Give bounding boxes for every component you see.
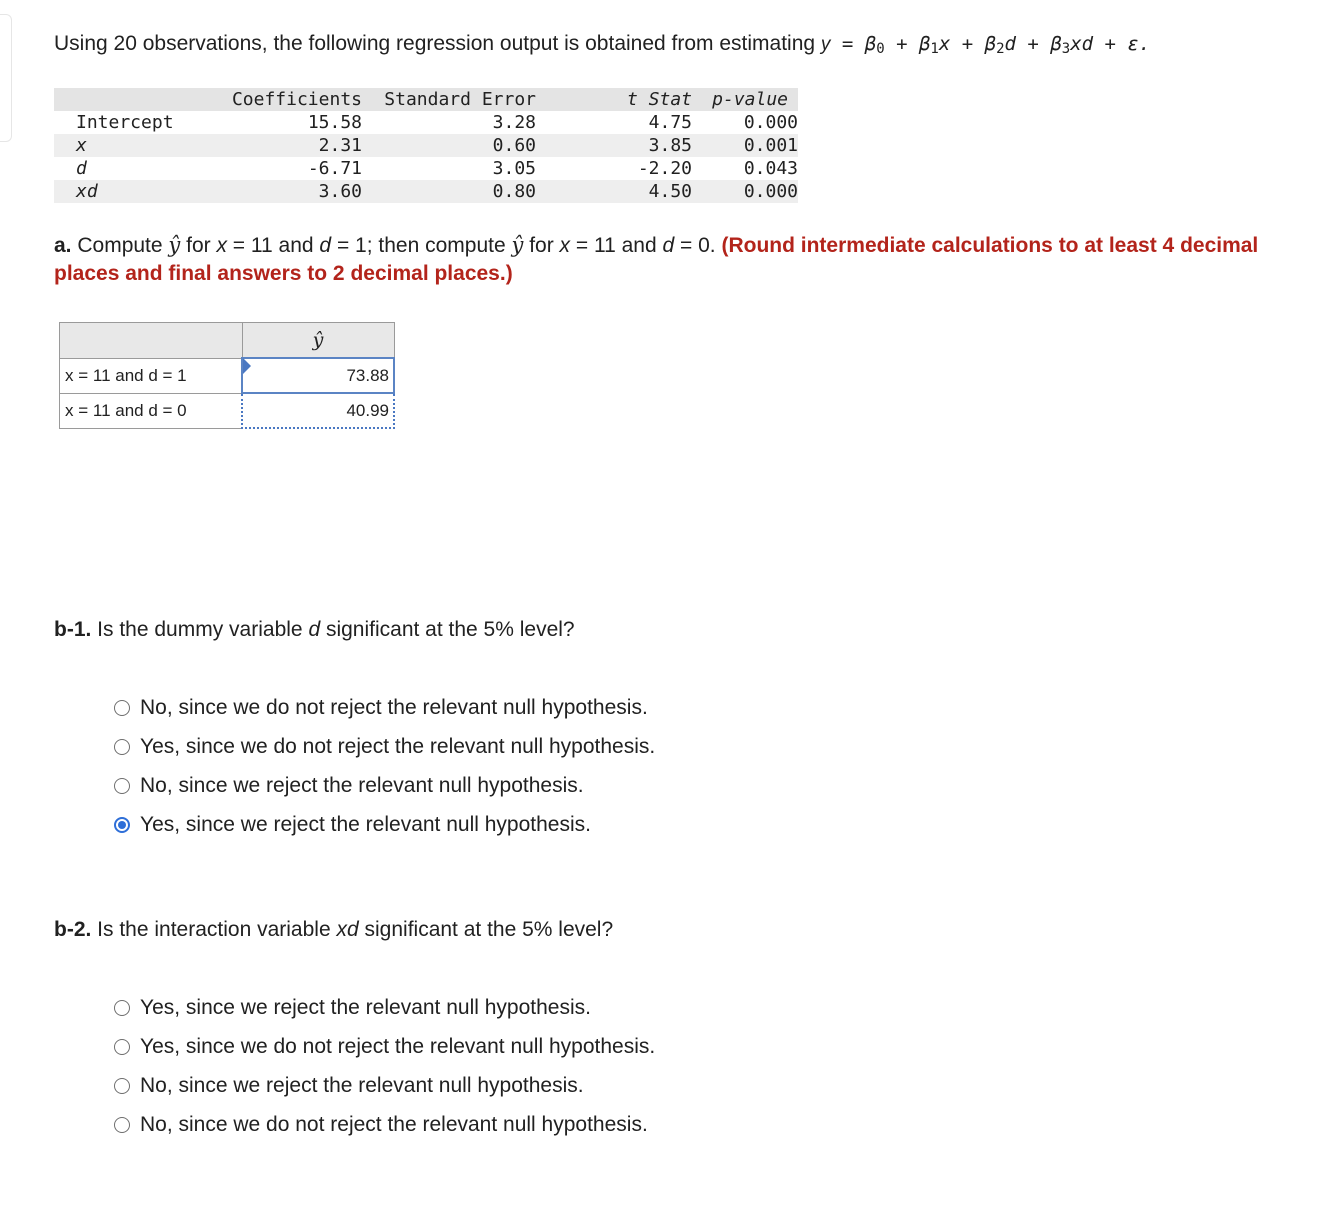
answer-row [60,358,395,393]
yhat-input-d0[interactable]: 40.99 [242,393,394,428]
cell-coefficient: -6.71 [307,158,362,179]
part-b1-options [114,688,655,844]
cell-p-value: 0.043 [743,158,798,179]
intro-text: Using 20 observations, the following regression output is obtained from estimating [54,32,821,55]
radio-icon[interactable] [114,1078,130,1094]
cell-coefficient: 15.58 [307,112,362,133]
radio-checked-icon[interactable] [114,817,130,833]
answer-row-label: x = 11 and d = 0 [60,393,243,428]
answer-header-yhat: ŷ [242,323,394,359]
cell-standard-error: 0.80 [492,181,536,202]
radio-icon[interactable] [114,1000,130,1016]
header-coefficients: Coefficients [231,89,362,110]
cell-t-stat: 4.50 [648,181,692,202]
radio-icon[interactable] [114,1039,130,1055]
part-b1-label: b-1. [54,618,92,641]
cell-p-value: 0.001 [743,135,798,156]
rounding-instruction: (Round intermediate calculations to at least 4 decimal places and final answers to 2 decimal places.) [54,234,1259,285]
radio-icon[interactable] [114,778,130,794]
table-row [54,180,798,203]
b2-option[interactable]: Yes, since we reject the relevant null hypothesis. [114,988,655,1027]
answer-row [60,393,395,428]
table-row [54,111,798,134]
b1-option-selected[interactable]: Yes, since we reject the relevant null hypothesis. [114,805,655,844]
part-a-question: a. Compute ŷ for x = 11 and d = 1; then compute ŷ for x = 11 and d = 0. (Round intermediate calculations to at least 4 decimal places and final answers to 2 decimal places.) [54,233,1259,285]
answer-header-blank [60,323,243,359]
radio-icon[interactable] [114,1117,130,1133]
yhat-symbol: ŷ [168,233,181,257]
problem-intro [54,30,1324,59]
b1-option[interactable]: No, since we reject the relevant null hypothesis. [114,766,655,805]
cell-coefficient: 2.31 [318,135,362,156]
row-label: x [76,135,87,156]
cell-standard-error: 3.28 [492,112,536,133]
cell-t-stat: 4.75 [648,112,692,133]
yhat-input-d1[interactable]: 73.88 [242,358,394,393]
row-label: Intercept [76,112,174,133]
cell-p-value: 0.000 [743,112,798,133]
part-b2-options [114,988,655,1144]
radio-icon[interactable] [114,700,130,716]
b2-option[interactable]: No, since we reject the relevant null hypothesis. [114,1066,655,1105]
b1-option[interactable]: Yes, since we do not reject the relevant null hypothesis. [114,727,655,766]
part-b1-question: b-1. Is the dummy variable d significant at the 5% level? [54,618,575,641]
regression-header-row [54,88,798,111]
b1-option[interactable]: No, since we do not reject the relevant null hypothesis. [114,688,655,727]
answer-header-row [60,323,395,359]
b2-option[interactable]: No, since we do not reject the relevant null hypothesis. [114,1105,655,1144]
table-row [54,134,798,157]
b2-option[interactable]: Yes, since we do not reject the relevant null hypothesis. [114,1027,655,1066]
cell-t-stat: 3.85 [648,135,692,156]
part-a-label: a. [54,234,72,257]
header-t-stat: t Stat [626,89,692,110]
part-b2-question: b-2. Is the interaction variable xd significant at the 5% level? [54,918,614,941]
side-panel-tab [0,14,12,142]
radio-icon[interactable] [114,739,130,755]
model-equation: $y = \beta_0 + \beta_1x + \beta_2d + \beta_3xd + \varepsilon$. [820,33,1151,57]
cell-p-value: 0.000 [743,181,798,202]
answer-row-label: x = 11 and d = 1 [60,358,243,393]
row-label: d [76,158,87,179]
answer-table [59,322,395,429]
regression-output-table [54,88,798,203]
part-b2-label: b-2. [54,918,92,941]
cell-standard-error: 3.05 [492,158,536,179]
table-row [54,157,798,180]
cell-t-stat: -2.20 [637,158,692,179]
cell-standard-error: 0.60 [492,135,536,156]
row-label: xd [76,181,98,202]
header-blank [54,88,228,111]
header-standard-error: Standard Error [384,89,536,110]
cell-coefficient: 3.60 [318,181,362,202]
header-p-value: p-value [712,89,788,110]
